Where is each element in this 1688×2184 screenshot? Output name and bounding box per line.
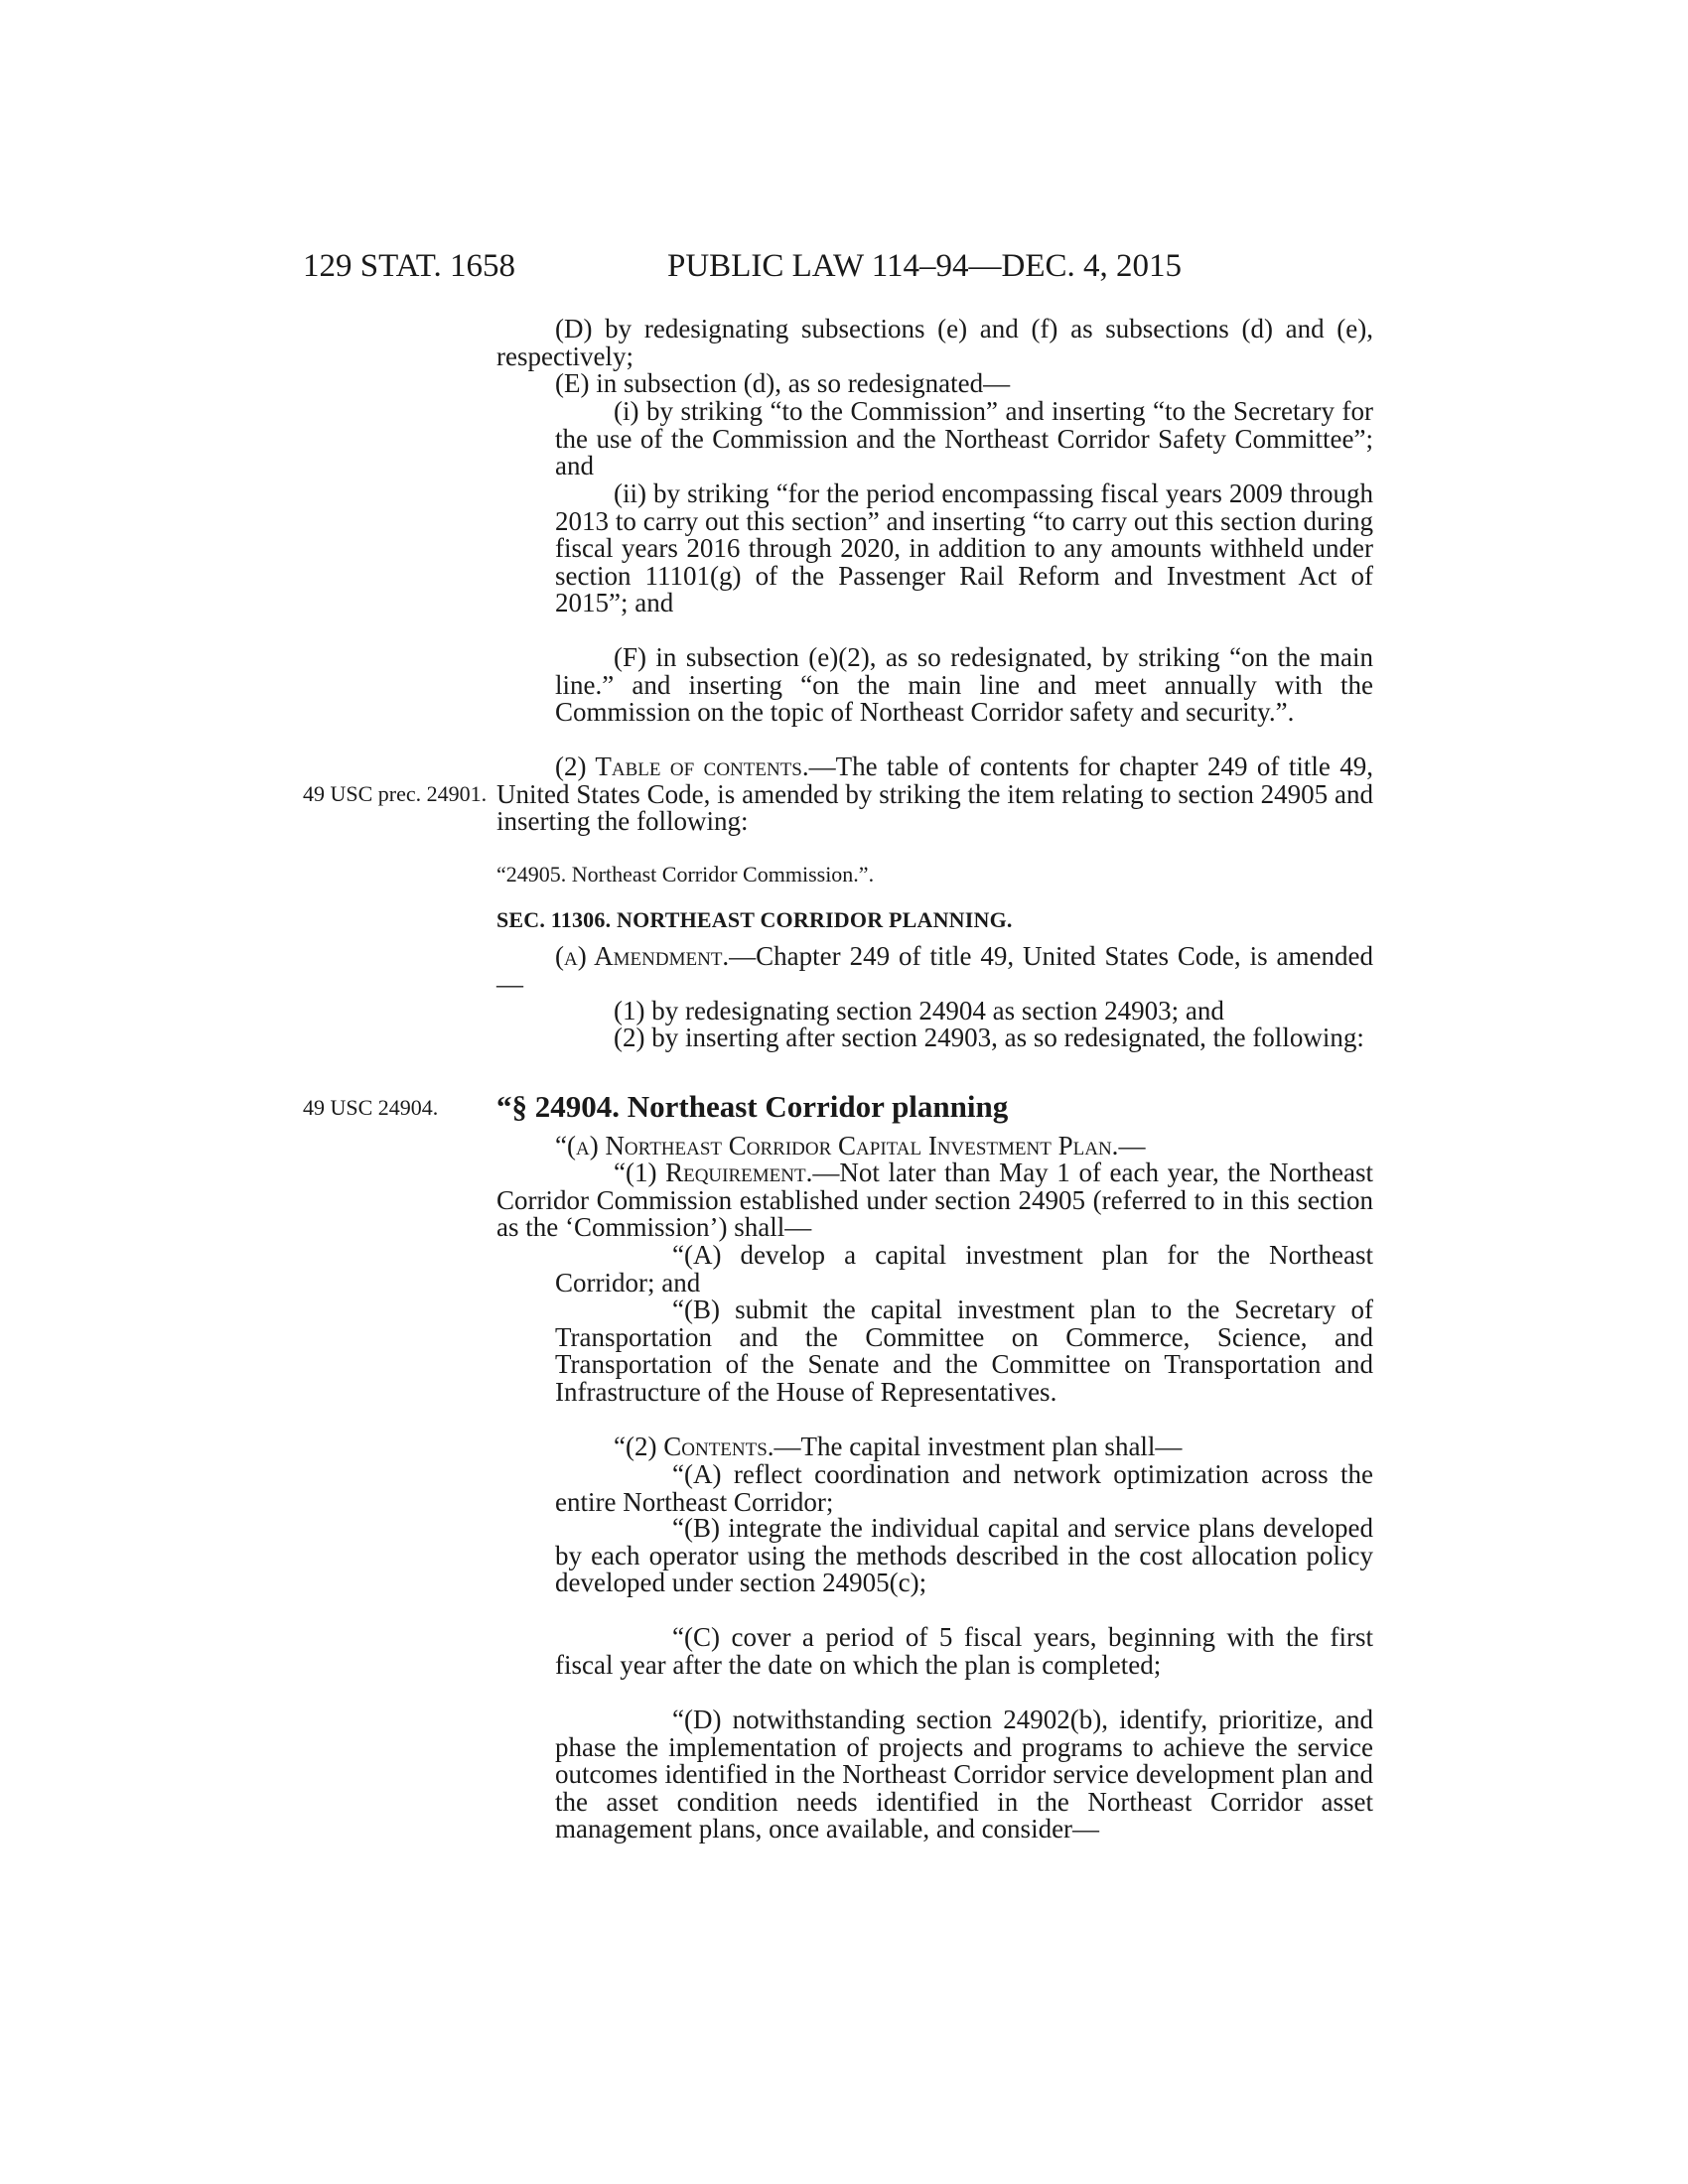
capital-plan-dash: — [1118,1131,1146,1160]
paragraph-a-amendment [496,943,1373,998]
page-header-law: PUBLIC LAW 114–94—DEC. 4, 2015 [667,248,1183,284]
paragraph-f-subsection: (F) in subsection (e)(2), as so redesignated, by striking “on the main line.” and inserting “on the main line and meet annually with the Commission on the topic of Northeast Corridor safety and security.”. [555,642,1373,727]
section-title-24904: “§ 24904. Northeast Corridor planning [496,1089,1009,1124]
toc-heading-label: (2) Table of contents. [555,751,809,781]
requirement-label: “(1) Requirement. [614,1158,813,1187]
paragraph-e-subsection: (E) in subsection (d), as so redesignated— [555,368,1011,398]
paragraph-2-contents [496,1433,1373,1461]
contents-text: —The capital investment plan shall— [774,1432,1183,1461]
amendment-text: —Chapter 249 of title 49, United States Code, is amended— [496,941,1373,999]
amendment-label: (a) Amendment. [555,941,730,971]
paragraph-1-requirement [496,1160,1373,1242]
paragraph-d-redesignating: (D) by redesignating subsections (e) and (f) as subsections (d) and (e), respectively; [496,314,1373,371]
paragraph-a-develop: “(A) develop a capital investment plan for the Northeast Corridor; and [555,1240,1373,1297]
paragraph-d-notwithstanding: “(D) notwithstanding section 24902(b), identify, prioritize, and phase the implementation of projects and programs to achieve the service outcomes identified in the Northeast Corridor service development plan and the asset condition needs identified in the Northeast Corridor asset management plans, once available, and consider— [555,1705,1373,1843]
paragraph-a-reflect: “(A) reflect coordination and network optimization across the entire Northeast Corridor; [555,1459,1373,1517]
margin-note-prec: 49 USC prec. 24901. [303,781,488,806]
toc-inserted-item: “24905. Northeast Corridor Commission.”. [496,862,875,887]
paragraph-1-redesignating: (1) by redesignating section 24904 as section 24903; and [614,996,1224,1025]
paragraph-2-inserting: (2) by inserting after section 24903, as so redesignated, the following: [614,1023,1364,1052]
paragraph-ii-striking: (ii) by striking “for the period encompassing fiscal years 2009 through 2013 to carry out this section” and inserting “to carry out this section during fiscal years 2016 through 2020, in addition to any amounts withheld under section 11101(g) of the Passenger Rail Reform and Investment Act of 2015”; and [555,478,1373,617]
paragraph-b-submit: “(B) submit the capital investment plan to the Secretary of Transportation and the Committee on Commerce, Science, and Transportation of the Senate and the Committee on Transportation and Infrastructure of the House of Representatives. [555,1295,1373,1407]
paragraph-table-of-contents [496,753,1373,836]
requirement-text: —Not later than May 1 of each year, the Northeast Corridor Commission established under section 24905 (referred to in this section as the ‘Commission’) shall— [496,1158,1373,1242]
paragraph-a-capital-plan [496,1133,1373,1160]
page-header-stat: 129 STAT. 1658 [303,248,516,284]
paragraph-b-integrate: “(B) integrate the individual capital and service plans developed by each operator using the methods described in the cost allocation policy developed under section 24905(c); [555,1513,1373,1597]
paragraph-i-striking: (i) by striking “to the Commission” and inserting “to the Secretary for the use of the Commission and the Northeast Corridor Safety Committee”; and [555,396,1373,480]
margin-note-24904: 49 USC 24904. [303,1095,439,1120]
contents-label: “(2) Contents. [614,1432,774,1461]
capital-plan-label: “(a) Northeast Corridor Capital Investment Plan. [555,1131,1119,1160]
section-heading: SEC. 11306. NORTHEAST CORRIDOR PLANNING. [496,907,1013,932]
toc-heading-text: —The table of contents for chapter 249 of title 49, United States Code, is amended by striking the item relating to section 24905 and inserting the following: [496,751,1373,836]
paragraph-c-cover: “(C) cover a period of 5 fiscal years, beginning with the first fiscal year after the date on which the plan is completed; [555,1622,1373,1680]
